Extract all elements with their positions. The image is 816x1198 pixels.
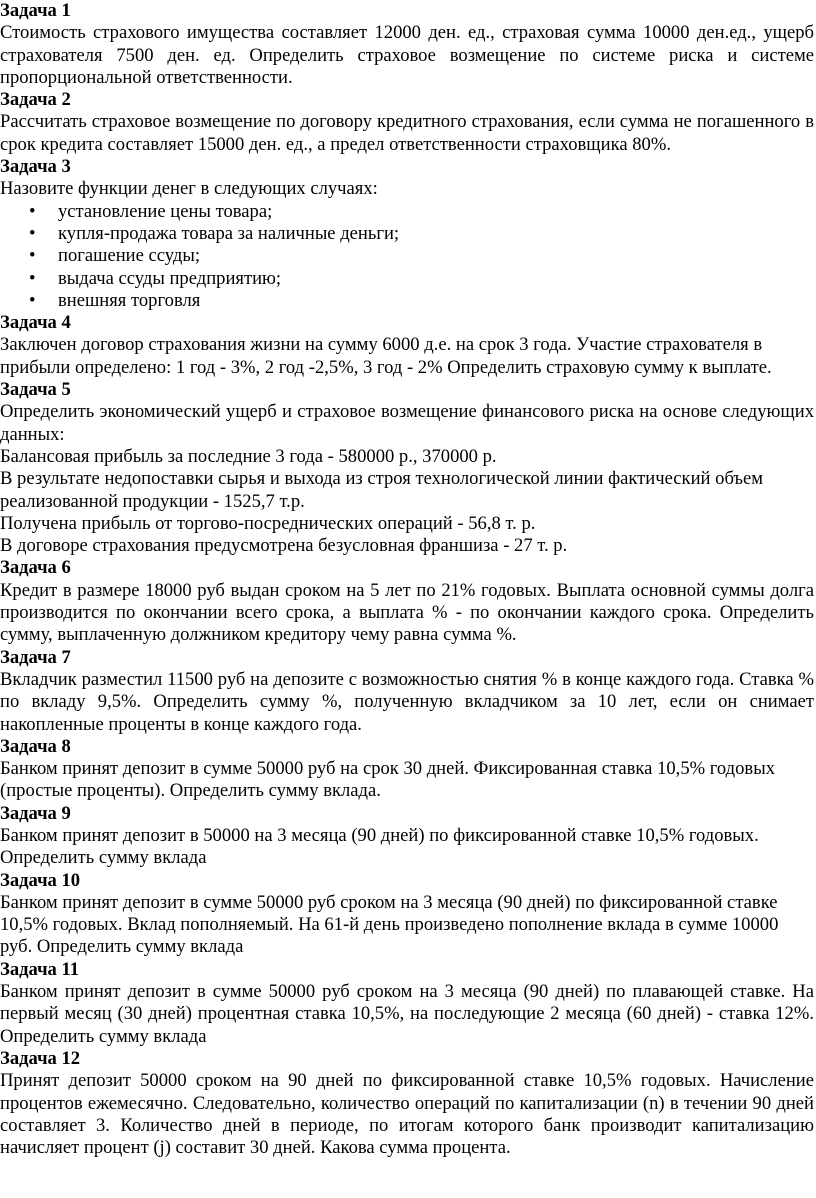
task-5 [0, 379, 814, 557]
task-7 [0, 647, 814, 736]
bullet-icon: • [29, 267, 36, 289]
task-text: Вкладчик разместил 11500 руб на депозите с возможностью снятия % в конце каждого года. Ставка % по вкладу 9,5%. Определить сумму %, полученную вкладчиком за 10 лет, если он снимает накопленные проценты в конце каждого года. [0, 668, 814, 735]
task-text: Балансовая прибыль за последние 3 года - 580000 р., 370000 р. [0, 445, 497, 467]
list-item [0, 268, 814, 290]
list-item [0, 201, 814, 223]
task-heading: Задача 1 [0, 0, 71, 21]
task-heading: Задача 12 [0, 1047, 81, 1069]
task-11 [0, 959, 814, 1048]
bullet-icon: • [29, 222, 36, 244]
task-10 [0, 870, 814, 959]
task-9 [0, 803, 814, 870]
bullet-icon: • [29, 200, 36, 222]
task-1 [0, 0, 814, 89]
task-2 [0, 89, 814, 156]
task-6 [0, 557, 814, 646]
task-text: Принят депозит 50000 сроком на 90 дней по фиксированной ставке 10,5% годовых. Начисление процентов ежемесячно. Следовательно, количество операций по капитализации (n) в течении 90 дней составляет 3. Количество дней в периоде, по итогам которого банк производит капитализацию начисляет процент (j) составит 30 дней. Какова сумма процента. [0, 1070, 814, 1159]
task-text: Определить экономический ущерб и страховое возмещение финансового риска на основе следующих данных: [0, 401, 814, 445]
bullet-icon: • [29, 289, 36, 311]
task-heading: Задача 6 [0, 557, 71, 579]
task-heading: Задача 3 [0, 156, 71, 178]
task-8 [0, 736, 814, 803]
task-text: Стоимость страхового имущества составляет 12000 ден. ед., страховая сумма 10000 ден.ед., ущерб страхователя 7500 ден. ед. Определить страховое возмещение по системе риска и системе пропорциональной ответственности. [0, 22, 814, 88]
task-text: В договоре страхования предусмотрена безусловная франшиза - 27 т. р. [0, 535, 568, 557]
list-item-text: выдача ссуды предприятию; [58, 267, 282, 289]
task-heading: Задача 11 [0, 958, 80, 980]
list-item [0, 245, 814, 267]
task-text: Банком принят депозит в 50000 на 3 месяца (90 дней) по фиксированной ставке 10,5% годовых. Определить сумму вклада [0, 824, 759, 869]
task-heading: Задача 10 [0, 869, 81, 891]
task-text: Банком принят депозит в сумме 50000 руб сроком на 3 месяца (90 дней) по плавающей ставке. На первый месяц (30 дней) процентная ставка 10,5%, на последующие 2 месяца (60 дней) - ставка 12%. Определить сумму вклада [0, 981, 814, 1047]
task-3 [0, 156, 814, 312]
task-text: Заключен договор страхования жизни на сумму 6000 д.е. на срок 3 года. Участие страхователя в прибыли определено: 1 год - 3%, 2 год -2,5%, 3 год - 2% Определить страховую сумму к выплате. [0, 334, 772, 378]
bullet-icon: • [29, 245, 36, 267]
task-heading: Задача 9 [0, 802, 71, 824]
task-text: Кредит в размере 18000 руб выдан сроком на 5 лет по 21% годовых. Выплата основной суммы долга производится по окончании всего срока, а выплата % - по окончании каждого срока. Определить сумму, выплаченную должником кредитору чему равна сумма %. [0, 579, 814, 646]
task-heading: Задача 8 [0, 735, 71, 757]
task-heading: Задача 4 [0, 312, 71, 334]
list-item-text: внешняя торговля [58, 289, 201, 311]
task-12 [0, 1048, 814, 1159]
task-heading: Задача 7 [0, 646, 71, 668]
task-text: Банком принят депозит в сумме 50000 руб сроком на 3 месяца (90 дней) по фиксированной ставке 10,5% годовых. Вклад пополняемый. На 61-й день произведено пополнение вклада в сумме 10000 руб. Определить сумму вклада [0, 891, 779, 958]
task-text: Назовите функции денег в следующих случаях: [0, 178, 378, 200]
bullet-list [0, 201, 814, 312]
list-item [0, 223, 814, 245]
task-heading: Задача 5 [0, 379, 71, 401]
list-item-text: купля-продажа товара за наличные деньги; [58, 222, 400, 244]
task-4 [0, 312, 814, 379]
task-heading: Задача 2 [0, 89, 71, 111]
list-item-text: установление цены товара; [58, 200, 273, 222]
list-item [0, 290, 814, 312]
task-text: Банком принят депозит в сумме 50000 руб на срок 30 дней. Фиксированная ставка 10,5% годовых (простые проценты). Определить сумму вклада. [0, 758, 775, 802]
task-text: Рассчитать страховое возмещение по договору кредитного страхования, если сумма не погашенного в срок кредита составляет 15000 ден. ед., а предел ответственности страховщика 80%. [0, 111, 814, 155]
task-text: В результате недопоставки сырья и выхода из строя технологической линии фактический объем реализованной продукции - 1525,7 т.р. [0, 468, 764, 512]
list-item-text: погашение ссуды; [58, 245, 201, 267]
task-text: Получена прибыль от торгово-посреднических операций - 56,8 т. р. [0, 512, 536, 534]
